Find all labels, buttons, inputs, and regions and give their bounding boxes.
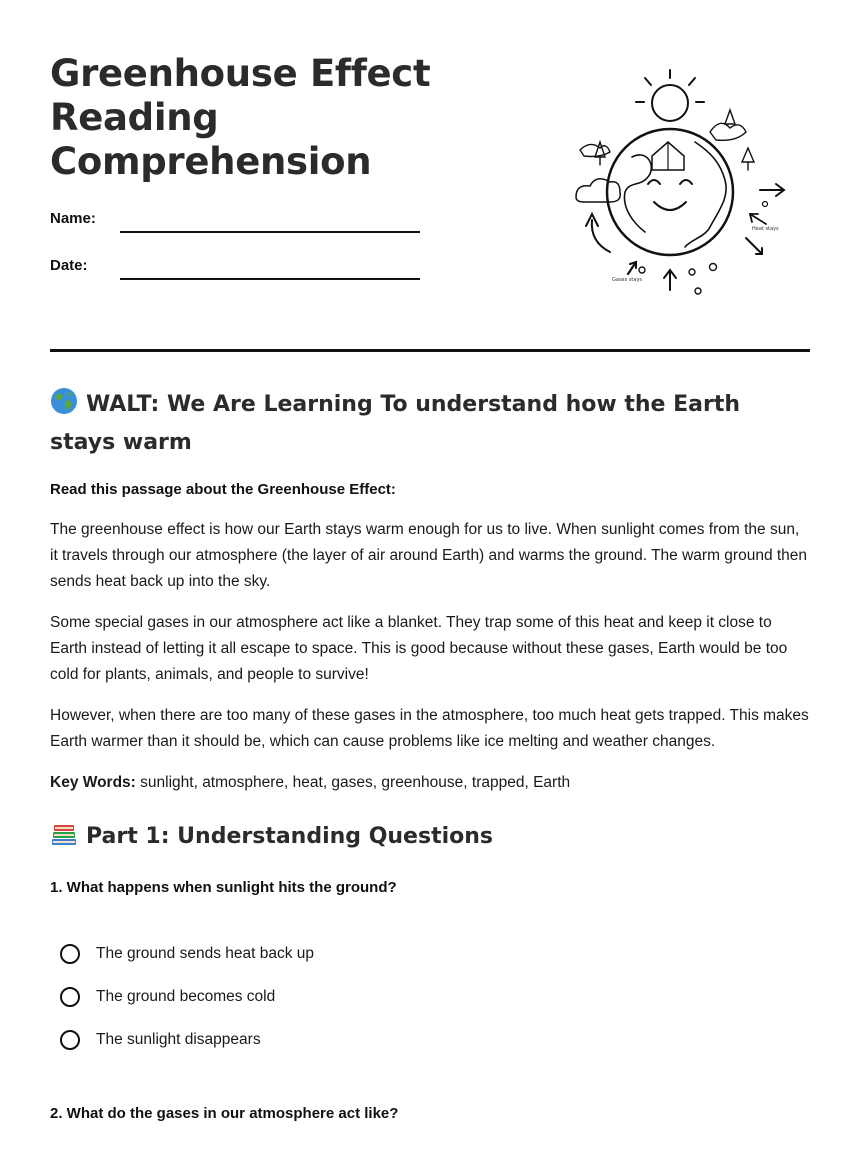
option-label: The ground becomes cold — [96, 988, 276, 1005]
earth-icon — [607, 129, 733, 255]
key-words-label: Key Words: — [50, 774, 136, 791]
worksheet-header — [50, 0, 810, 352]
walt-heading-text: WALT: We Are Learning To understand how the Earth stays warm — [50, 392, 741, 455]
question-1: 1. What happens when sunlight hits the ground? — [50, 879, 397, 896]
date-label: Date: — [50, 257, 88, 274]
option-label: The ground sends heat back up — [96, 945, 315, 962]
page-title: Greenhouse Effect Reading Comprehension — [50, 52, 431, 183]
name-label: Name: — [50, 210, 96, 227]
worksheet-page — [50, 0, 810, 1122]
sun-icon — [652, 85, 688, 121]
q1-option-1[interactable] — [60, 941, 314, 967]
date-field[interactable] — [120, 278, 420, 280]
books-icon — [50, 821, 78, 847]
radio-button[interactable] — [60, 987, 80, 1007]
caption-right: Heat stays — [752, 226, 779, 232]
part1-heading — [50, 820, 493, 854]
passage-paragraph-1: The greenhouse effect is how our Earth stays warm enough for us to live. When sunlight comes from the sun, it travels through our atmosphere (the layer of air around Earth) and warms the ground. The warm ground then sends heat back up into the sky. — [50, 521, 808, 590]
radio-button[interactable] — [60, 1030, 80, 1050]
passage-instruction: Read this passage about the Greenhouse Effect: — [50, 481, 396, 498]
passage-paragraph-3: However, when there are too many of these gases in the atmosphere, too much heat gets trapped. This makes Earth warmer than it should be, which can cause problems like ice melting and weather changes. — [50, 707, 809, 750]
caption-left: Gases stays — [612, 277, 643, 283]
q1-option-2[interactable] — [60, 984, 275, 1010]
q1-option-3[interactable] — [60, 1027, 261, 1053]
option-label: The sunlight disappears — [96, 1031, 261, 1048]
globe-icon — [50, 387, 78, 415]
key-words-list: sunlight, atmosphere, heat, gases, greenhouse, trapped, Earth — [135, 774, 571, 791]
passage-paragraph-2: Some special gases in our atmosphere act like a blanket. They trap some of this heat and keep it close to Earth instead of letting it all escape to space. This is good because without these gases, Earth would be too cold for plants, animals, and people to survive! — [50, 614, 788, 683]
key-words-line — [50, 770, 810, 796]
radio-button[interactable] — [60, 944, 80, 964]
greenhouse-earth-illustration — [570, 62, 810, 302]
part1-heading-text: Part 1: Understanding Questions — [86, 824, 493, 849]
walt-heading — [50, 386, 780, 462]
question-2: 2. What do the gases in our atmosphere act like? — [50, 1105, 399, 1122]
name-field[interactable] — [120, 231, 420, 233]
